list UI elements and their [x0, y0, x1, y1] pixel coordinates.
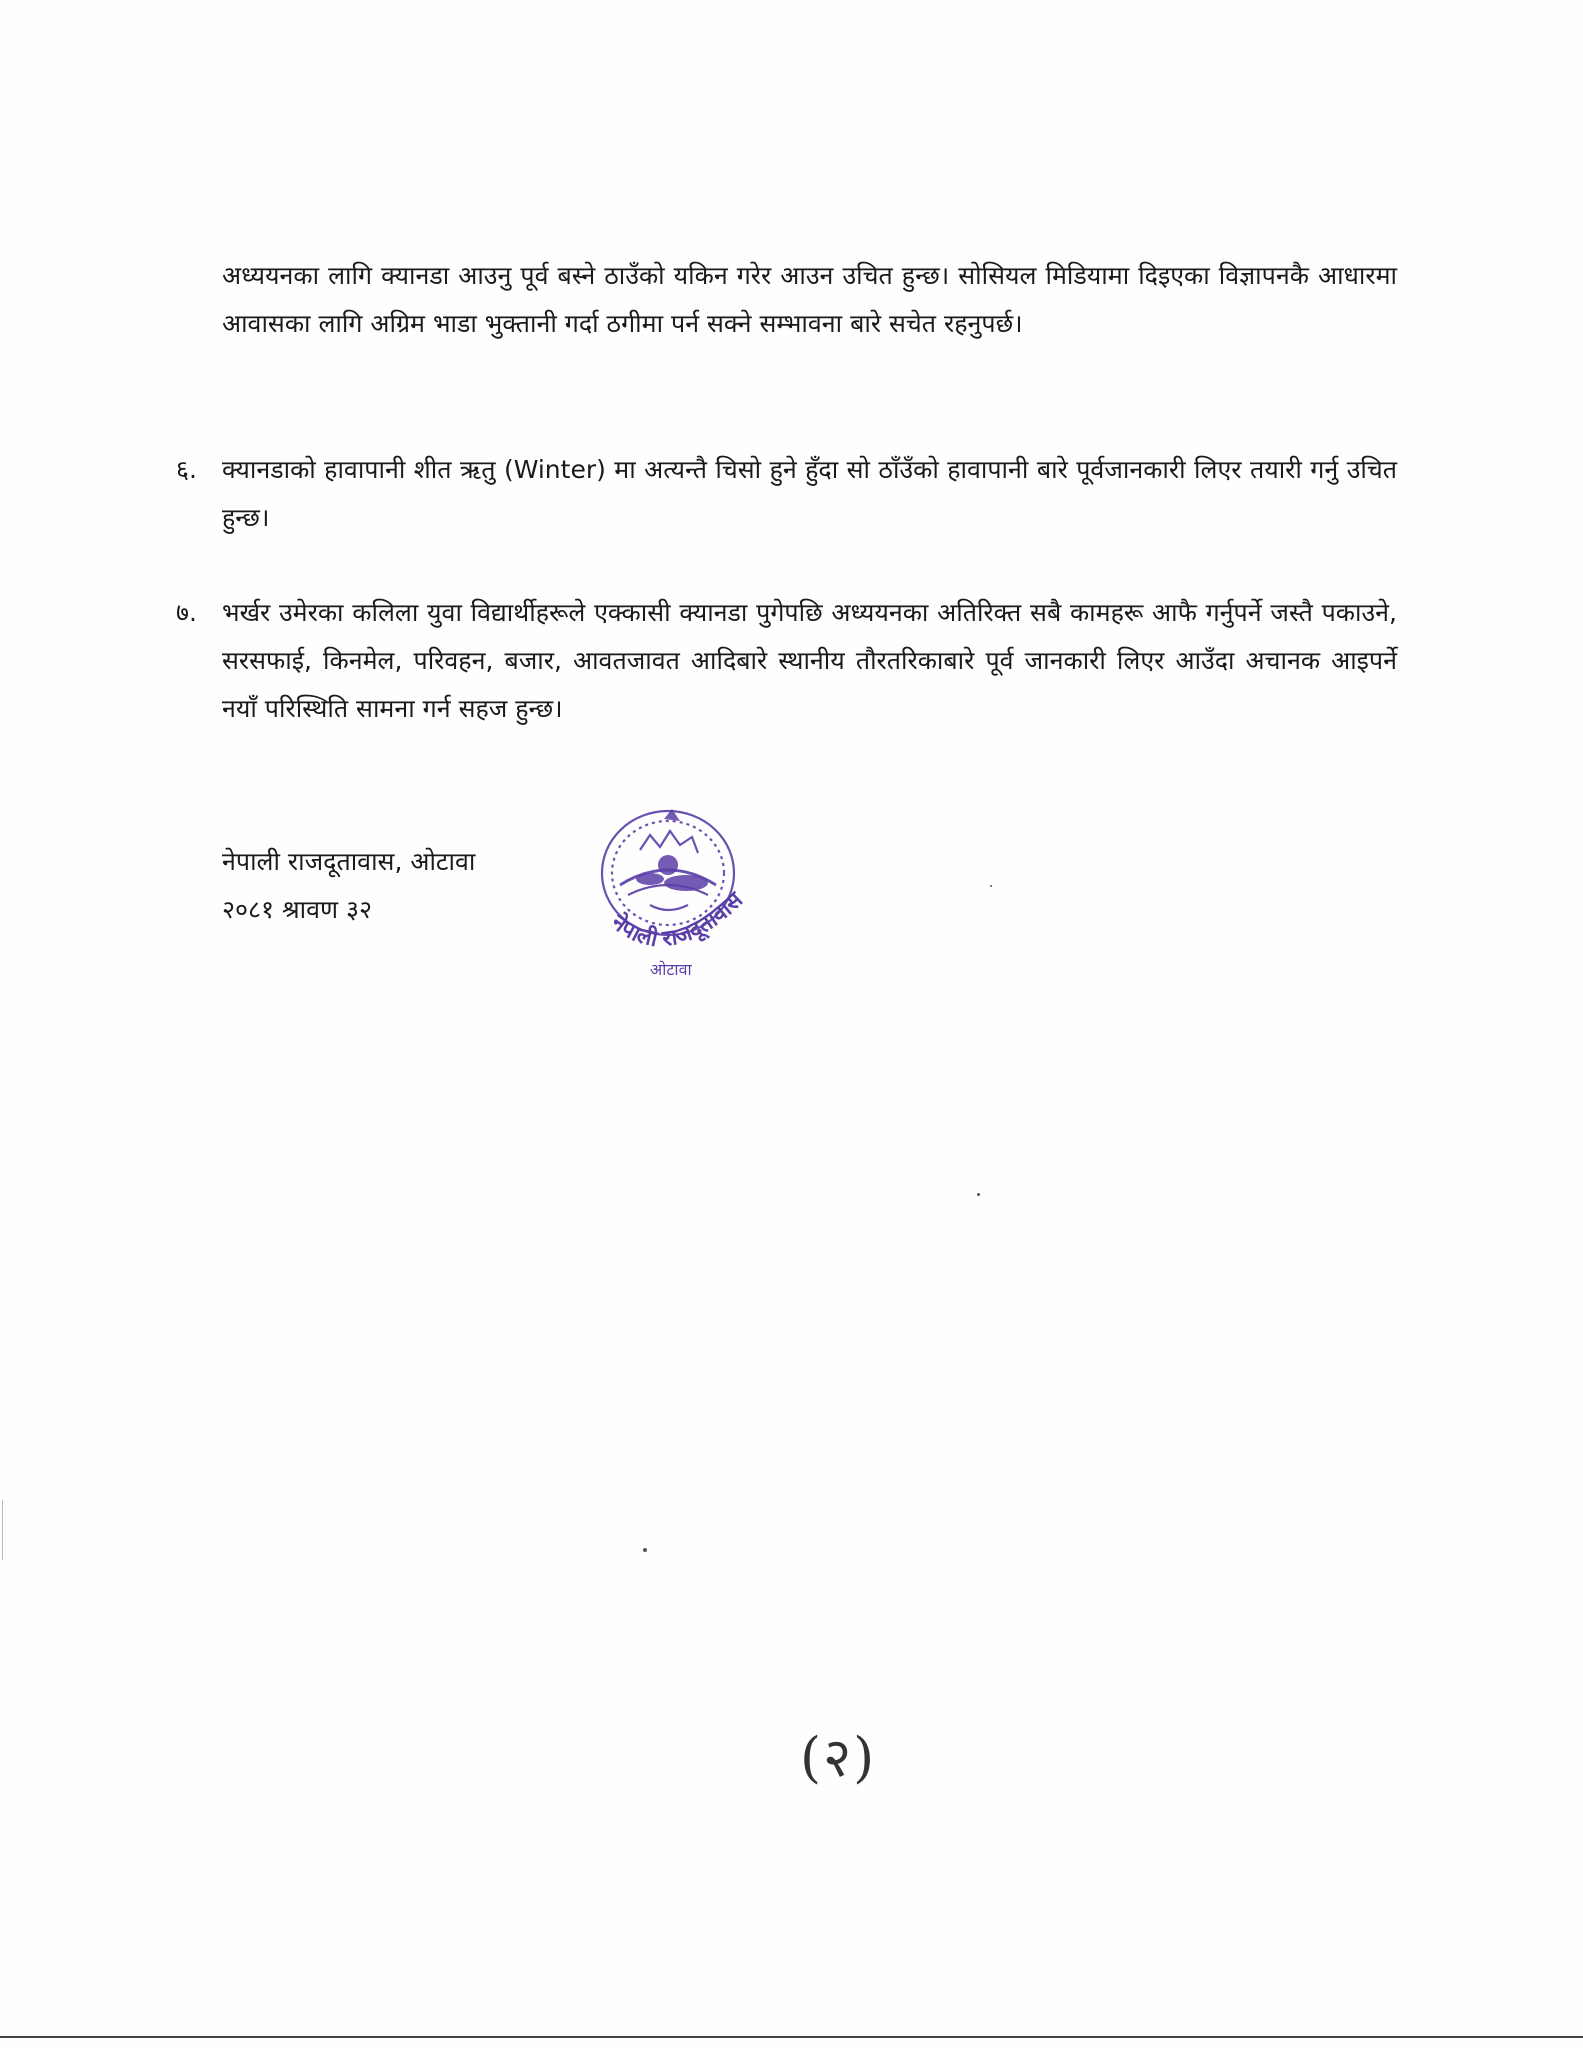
seal-text-city: ओटावा [650, 960, 692, 979]
svg-text:नेपाली राजदूतावास [606, 887, 749, 953]
list-item-text: क्यानडाको हावापानी शीत ऋतु (Winter) मा अत्यन्तै चिसो हुने हुँदा सो ठाँउँको हावापानी बारे पूर्वजानकारी लिएर तयारी गर्नु उचित हुन्छ। [222, 455, 1397, 532]
list-item-number: ७. [176, 598, 197, 627]
list-item-text: भर्खर उमेरका कलिला युवा विद्यार्थीहरूले एक्कासी क्यानडा पुगेपछि अध्ययनका अतिरिक्त सबै कामहरू आफै गर्नुपर्ने जस्तै पकाउने, सरसफाई, किनमेल, परिवहन, बजार, आवतजावत आदिबारे स्थानीय तौरतरिकाबारे पूर्व जानकारी लिएर आउँदा अचानक आइपर्ने नयाँ परिस्थिति सामना गर्न सहज हुन्छ। [222, 598, 1397, 723]
scan-edge-mark [2, 1500, 3, 1560]
list-item-7 [176, 589, 1397, 733]
page-number: (२) [800, 1726, 877, 1789]
signature-block [222, 838, 475, 934]
issue-date: २०८१ श्रावण ३२ [222, 895, 373, 924]
scan-bottom-edge [0, 2036, 1583, 2038]
office-name: नेपाली राजदूतावास, ओटावा [222, 847, 476, 876]
scan-speck [990, 885, 992, 887]
embassy-seal-stamp [580, 795, 765, 985]
list-item-6 [176, 446, 1397, 542]
intro-paragraph: अध्ययनका लागि क्यानडा आउनु पूर्व बस्ने ठाउँको यकिन गरेर आउन उचित हुन्छ। सोसियल मिडियामा दिइएका विज्ञापनकै आधारमा आवासका लागि अग्रिम भाडा भुक्तानी गर्दा ठगीमा पर्न सक्ने सम्भावना बारे सचेत रहनुपर्छ। [222, 261, 1397, 338]
scan-speck [977, 1193, 980, 1196]
scan-speck [643, 1548, 647, 1552]
seal-text-main: नेपाली राजदूतावास [606, 887, 748, 953]
list-item-number: ६. [176, 455, 197, 484]
